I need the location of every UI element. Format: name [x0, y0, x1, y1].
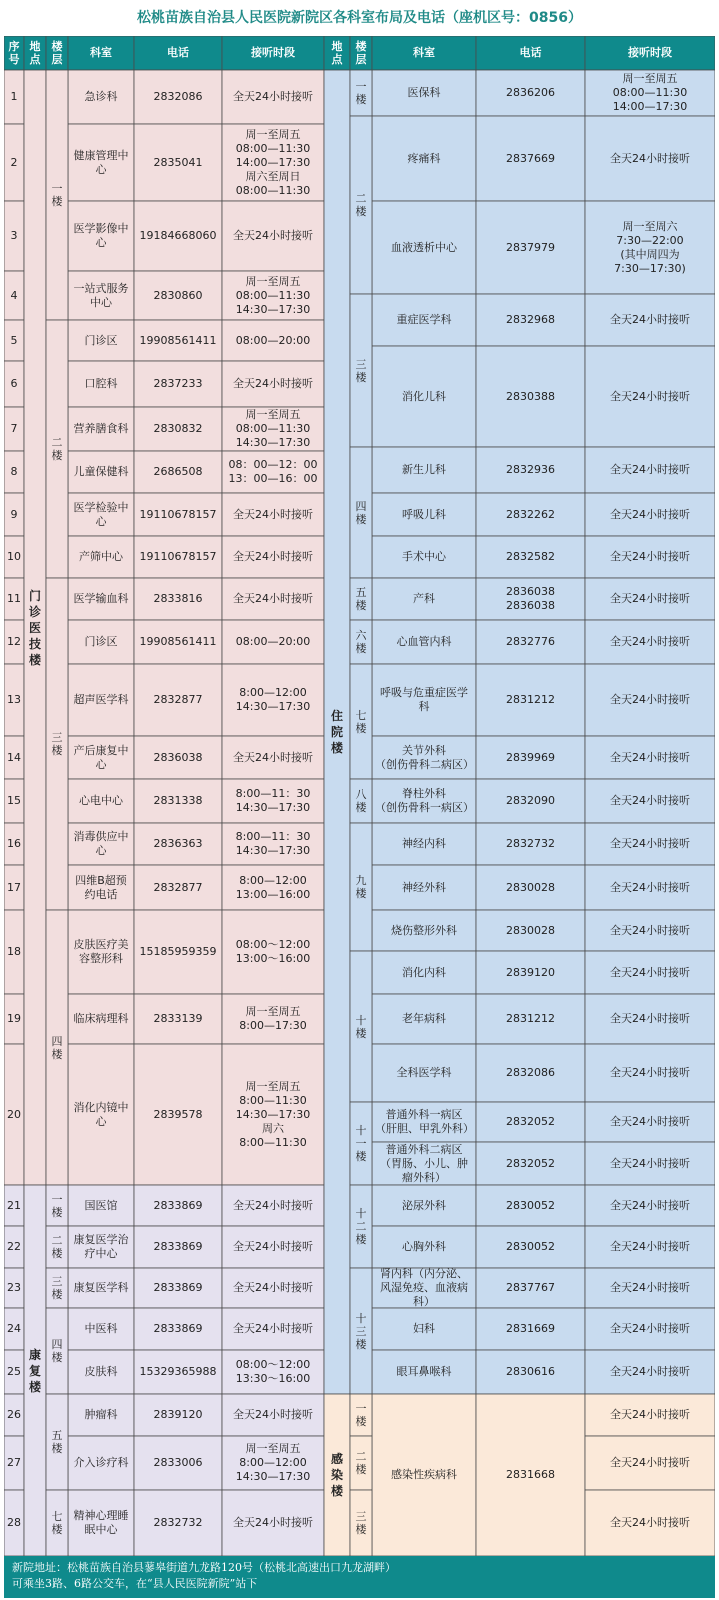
right-dept: 普通外科一病区 （肝胆、甲乳外科）	[375, 1108, 474, 1135]
right-dept: 疼痛科	[407, 151, 441, 165]
right-hours: 全天24小时接听	[610, 794, 690, 807]
right-dept: 泌尿外科	[402, 1198, 446, 1212]
right-dept: 血液透析中心	[391, 240, 457, 254]
left-phone: 2830832	[153, 422, 203, 435]
left-dept: 急诊科	[84, 90, 118, 103]
right-floor-label: 四 楼	[355, 499, 367, 526]
department-directory-table	[4, 36, 715, 1556]
left-floor-label: 五 楼	[51, 1429, 63, 1455]
right-phone: 2832732	[506, 837, 555, 850]
left-phone: 2830860	[153, 288, 203, 302]
right-dept: 医保科	[407, 86, 441, 99]
right-dept: 神经内科	[402, 837, 446, 850]
right-hours: 全天24小时接听	[610, 1408, 690, 1421]
right-floor-label: 一 楼	[355, 80, 367, 106]
right-phone: 2830616	[506, 1365, 555, 1378]
left-floor-label: 三 楼	[51, 1275, 63, 1301]
right-phone: 2830052	[506, 1240, 555, 1253]
right-dept: 心胸外科	[402, 1240, 446, 1253]
left-dept: 皮肤科	[84, 1365, 118, 1378]
left-dept: 超声医学科	[73, 693, 129, 706]
seq-number: 28	[7, 1516, 21, 1529]
left-phone: 19110678157	[139, 507, 217, 521]
seq-number: 2	[10, 155, 18, 169]
right-hours: 全天24小时接听	[610, 965, 690, 979]
left-hours: 周一至周五 08:00—11:30 14:00—17:30 周六至周日 08:00—11:30	[235, 127, 311, 197]
right-hours: 全天24小时接听	[610, 1115, 690, 1128]
seq-number: 16	[7, 837, 21, 850]
left-floor-label: 二 楼	[51, 1234, 63, 1260]
right-phone: 2832090	[506, 794, 555, 807]
left-hours: 08:00—20:00	[235, 333, 311, 347]
right-phone: 2832052	[506, 1156, 555, 1170]
header-loc2: 地 点	[331, 40, 343, 66]
right-dept: 产科	[413, 592, 435, 605]
left-hours: 8:00—11：30 14:30—17:30	[235, 787, 311, 814]
left-dept: 医学输血科	[73, 592, 129, 605]
seq-number: 20	[7, 1107, 21, 1121]
right-hours: 全天24小时接听	[610, 1281, 690, 1294]
left-hours: 周一至周五 8:00—11:30 14:30—17:30 周六 8:00—11:30	[235, 1079, 311, 1149]
right-phone: 2832086	[506, 1066, 555, 1079]
left-hours: 全天24小时接听	[233, 90, 313, 103]
right-dept: 消化儿科	[402, 389, 446, 403]
right-floor-label: 二 楼	[355, 1450, 367, 1476]
right-floor-label: 八 楼	[355, 788, 367, 814]
left-hours: 全天24小时接听	[233, 1281, 313, 1294]
right-hours: 全天24小时接听	[610, 750, 690, 764]
left-hours: 全天24小时接听	[233, 507, 313, 521]
seq-number: 23	[7, 1281, 21, 1294]
left-hours: 全天24小时接听	[233, 550, 313, 563]
right-phone: 2839120	[506, 965, 555, 979]
building-infection: 感 染 楼	[330, 1452, 343, 1498]
seq-number: 24	[7, 1322, 21, 1335]
right-phone: 2831212	[506, 693, 555, 706]
right-dept: 手术中心	[402, 550, 446, 563]
right-floor-label: 三 楼	[355, 1510, 367, 1536]
right-dept: 全科医学科	[396, 1066, 452, 1079]
right-floor-label: 十 一 楼	[355, 1124, 367, 1163]
right-phone: 2832052	[506, 1115, 555, 1128]
right-phone: 2830028	[506, 923, 555, 937]
right-hours: 全天24小时接听	[610, 592, 690, 605]
left-dept: 中医科	[84, 1322, 118, 1335]
left-dept: 精神心理睡眠中心	[73, 1509, 129, 1536]
right-dept: 神经外科	[402, 880, 446, 894]
header-phone2: 电话	[519, 46, 542, 59]
right-hours: 全天24小时接听	[610, 693, 690, 706]
seq-number: 5	[10, 333, 18, 347]
right-phone: 2832262	[506, 507, 555, 521]
left-phone: 2835041	[153, 155, 203, 169]
right-hours: 全天24小时接听	[610, 923, 690, 937]
left-dept: 皮肤医疗美容整形科	[73, 938, 129, 965]
right-dept: 感染性疾病科	[391, 1468, 457, 1481]
left-hours: 8:00—12:00 14:30—17:30	[235, 686, 311, 713]
right-hours: 全天24小时接听	[610, 507, 690, 521]
left-dept: 国医馆	[84, 1198, 118, 1212]
right-hours: 全天24小时接听	[610, 1456, 690, 1469]
left-phone: 2833869	[153, 1281, 203, 1294]
left-hours: 全天24小时接听	[233, 1198, 313, 1212]
footer	[4, 1556, 715, 1598]
left-phone: 2839120	[153, 1408, 203, 1421]
seq-number: 10	[7, 550, 21, 563]
header-floor2: 楼 层	[355, 40, 367, 66]
seq-number: 22	[7, 1240, 21, 1253]
right-dept: 重症医学科	[396, 313, 452, 326]
right-phone: 2832776	[506, 635, 555, 648]
right-hours: 全天24小时接听	[610, 1322, 690, 1335]
seq-number: 21	[7, 1198, 21, 1212]
right-phone: 2832582	[506, 550, 555, 563]
right-dept: 新生儿科	[402, 463, 446, 476]
right-dept: 心血管内科	[396, 635, 452, 648]
left-phone: 19110678157	[139, 550, 217, 563]
left-floor-label: 三 楼	[51, 731, 63, 757]
left-phone: 2833006	[153, 1456, 203, 1469]
footer-address: 新院地址：松桃苗族自治县蓼皋街道九龙路120号（松桃北高速出口九龙湖畔）	[12, 1561, 396, 1574]
right-phone: 2831669	[506, 1322, 555, 1335]
footer-bus-info: 可乘坐3路、6路公交车，在“县人民医院新院”站下	[12, 1577, 258, 1590]
left-dept: 心电中心	[79, 794, 123, 807]
seq-number: 15	[7, 794, 21, 807]
right-floor-label: 一 楼	[355, 1402, 367, 1428]
seq-number: 14	[7, 750, 21, 764]
left-hours: 全天24小时接听	[233, 750, 313, 764]
left-phone: 19184668060	[139, 229, 217, 242]
left-phone: 2832732	[153, 1516, 203, 1529]
seq-number: 27	[7, 1456, 21, 1469]
left-hours: 全天24小时接听	[233, 377, 313, 390]
right-hours: 全天24小时接听	[610, 389, 690, 403]
right-hours: 全天24小时接听	[610, 1156, 690, 1170]
left-hours: 全天24小时接听	[233, 1322, 313, 1335]
left-hours: 周一至周五 8:00—17:30	[239, 1005, 307, 1032]
right-hours: 全天24小时接听	[610, 151, 690, 165]
right-floor-label: 十 三 楼	[355, 1311, 367, 1351]
right-phone: 2837979	[506, 240, 555, 254]
header-hours2: 接听时段	[628, 46, 672, 59]
seq-number: 9	[10, 507, 18, 521]
table-cells	[4, 36, 715, 1556]
left-dept: 四维B超预约电话	[75, 873, 127, 901]
left-phone: 15185959359	[139, 945, 217, 958]
right-phone: 2837767	[506, 1281, 555, 1294]
left-phone: 2833869	[153, 1240, 203, 1253]
right-dept: 呼吸儿科	[402, 507, 446, 521]
header-phone: 电话	[167, 46, 189, 59]
right-phone: 2831668	[506, 1468, 555, 1481]
left-floor-label: 一 楼	[51, 182, 63, 208]
page-title: 松桃苗族自治县人民医院新院区各科室布局及电话（座机区号：0856）	[137, 10, 582, 26]
left-phone: 2839578	[153, 1107, 203, 1121]
left-phone: 2686508	[153, 465, 203, 478]
seq-number: 17	[7, 880, 21, 894]
right-dept: 烧伤整形外科	[391, 923, 457, 937]
left-floor-label: 一 楼	[51, 1192, 63, 1219]
right-phone: 2831212	[506, 1012, 555, 1025]
left-dept: 儿童保健科	[73, 465, 129, 478]
right-phone: 2832936	[506, 463, 555, 476]
right-phone: 2837669	[506, 151, 555, 165]
left-phone: 2831338	[153, 794, 203, 807]
left-floor-label: 二 楼	[51, 436, 63, 462]
header-loc: 地 点	[29, 40, 41, 66]
left-phone: 19908561411	[139, 635, 217, 648]
building-inpatient: 住 院 楼	[330, 709, 343, 755]
right-hours: 全天24小时接听	[610, 1012, 690, 1025]
seq-number: 13	[7, 693, 21, 706]
right-floor-label: 五 楼	[355, 586, 367, 612]
left-phone: 2833816	[153, 592, 203, 605]
left-phone: 2833869	[153, 1322, 203, 1335]
right-dept: 消化内科	[402, 965, 446, 979]
right-floor-label: 十 二 楼	[355, 1207, 367, 1246]
header-seq: 序 号	[8, 40, 20, 66]
left-dept: 康复医学科	[73, 1281, 129, 1294]
right-phone: 2830052	[506, 1198, 555, 1212]
left-phone: 2836363	[153, 837, 203, 850]
left-hours: 08:00～12:00 13:30～16:00	[235, 1358, 311, 1385]
right-floor-label: 六 楼	[355, 629, 367, 655]
seq-number: 11	[7, 592, 21, 605]
header-hours: 接听时段	[251, 46, 295, 59]
seq-number: 3	[10, 229, 18, 242]
left-dept: 消毒供应中心	[73, 830, 129, 857]
right-phone: 2836038 2836038	[506, 585, 555, 612]
right-phone: 2832968	[506, 313, 555, 326]
left-hours: 周一至周五 08:00—11:30 14:30—17:30	[235, 274, 311, 316]
right-dept: 关节外科 （创伤骨科二病区）	[375, 743, 474, 771]
right-hours: 全天24小时接听	[610, 1198, 690, 1212]
right-dept: 妇科	[413, 1322, 435, 1335]
right-floor-label: 七 楼	[355, 708, 367, 735]
seq-number: 8	[10, 465, 18, 478]
left-phone: 2836038	[153, 750, 203, 764]
right-phone: 2839969	[506, 750, 555, 764]
right-dept: 脊柱外科 （创伤骨科一病区）	[375, 787, 474, 814]
left-hours: 08：00—12：00 13：00—16：00	[228, 458, 318, 485]
left-dept: 健康管理中心	[73, 148, 129, 176]
seq-number: 7	[10, 422, 18, 435]
seq-number: 26	[7, 1408, 21, 1421]
right-hours: 全天24小时接听	[610, 1365, 690, 1378]
building-rehab: 康 复 楼	[28, 1347, 41, 1394]
left-hours: 08:00～12:00 13:00～16:00	[235, 938, 311, 965]
left-phone: 19908561411	[139, 333, 217, 347]
right-hours: 全天24小时接听	[610, 1516, 690, 1529]
right-floor-label: 二 楼	[355, 192, 367, 218]
left-phone: 2832086	[153, 90, 203, 103]
left-hours: 周一至周五 8:00—12:00 14:30—17:30	[235, 1442, 311, 1483]
right-dept: 肾内科（内分泌、风湿免疫、血液病科）	[380, 1267, 468, 1308]
left-phone: 2837233	[153, 377, 203, 390]
right-floor-label: 十 楼	[355, 1013, 367, 1040]
left-phone: 15329365988	[139, 1365, 217, 1378]
left-dept: 介入诊疗科	[73, 1456, 129, 1469]
right-phone: 2830388	[506, 389, 555, 403]
left-floor-label: 四 楼	[51, 1034, 63, 1061]
seq-number: 6	[10, 377, 18, 390]
right-hours: 周一至周六 7:30—22:00 (其中周四为 7:30—17:30)	[614, 219, 686, 275]
right-hours: 全天24小时接听	[610, 837, 690, 850]
left-dept: 产后康复中心	[73, 743, 129, 771]
left-hours: 全天24小时接听	[233, 1408, 313, 1421]
right-dept: 呼吸与危重症医学科	[380, 686, 468, 713]
right-phone: 2836206	[506, 86, 555, 99]
right-floor-label: 九 楼	[355, 874, 367, 900]
right-dept: 眼耳鼻喉科	[396, 1365, 452, 1378]
right-hours: 全天24小时接听	[610, 550, 690, 563]
seq-number: 25	[7, 1365, 21, 1378]
left-hours: 周一至周五 08:00—11:30 14:30—17:30	[235, 408, 311, 449]
left-hours: 全天24小时接听	[233, 229, 313, 242]
right-phone: 2830028	[506, 880, 555, 894]
left-dept: 康复医学治疗中心	[73, 1233, 129, 1260]
right-dept: 老年病科	[402, 1012, 446, 1025]
left-phone: 2832877	[153, 693, 203, 706]
left-dept: 门诊区	[84, 635, 118, 648]
left-hours: 08:00—20:00	[235, 635, 311, 648]
left-dept: 肿瘤科	[84, 1408, 118, 1421]
left-dept: 医学检验中心	[73, 500, 129, 528]
left-dept: 门诊区	[84, 333, 118, 347]
left-dept: 营养膳食科	[73, 422, 129, 435]
header-dept2: 科室	[413, 46, 435, 59]
right-hours: 全天24小时接听	[610, 313, 690, 326]
left-phone: 2833869	[153, 1198, 203, 1212]
seq-number: 1	[10, 90, 18, 103]
header-dept: 科室	[90, 46, 112, 59]
right-hours: 全天24小时接听	[610, 1066, 690, 1079]
right-hours: 全天24小时接听	[610, 635, 690, 648]
left-floor-label: 七 楼	[51, 1510, 63, 1536]
seq-number: 18	[7, 945, 21, 958]
right-hours: 全天24小时接听	[610, 1240, 690, 1253]
header-floor: 楼 层	[51, 40, 63, 66]
left-hours: 8:00—12:00 13:00—16:00	[235, 873, 311, 901]
left-hours: 全天24小时接听	[233, 592, 313, 605]
left-phone: 2832877	[153, 880, 203, 894]
left-dept: 消化内镜中心	[73, 1100, 129, 1128]
left-dept: 产筛中心	[79, 550, 123, 563]
building-outpatient: 门 诊 医 技 楼	[28, 588, 41, 667]
left-hours: 全天24小时接听	[233, 1240, 313, 1253]
left-floor-label: 四 楼	[51, 1338, 63, 1364]
seq-number: 4	[10, 288, 18, 302]
left-dept: 医学影像中心	[73, 222, 129, 249]
left-hours: 全天24小时接听	[233, 1516, 313, 1529]
left-hours: 8:00—11：30 14:30—17:30	[235, 830, 311, 857]
right-hours: 全天24小时接听	[610, 880, 690, 894]
left-phone: 2833139	[153, 1012, 203, 1025]
seq-number: 19	[7, 1012, 21, 1025]
left-dept: 临床病理科	[73, 1012, 129, 1025]
seq-number: 12	[7, 635, 21, 648]
left-dept: 口腔科	[84, 377, 118, 390]
right-dept: 普通外科二病区 （胃肠、小儿、肿瘤外科）	[380, 1142, 468, 1184]
right-floor-label: 三 楼	[355, 357, 367, 384]
right-hours: 全天24小时接听	[610, 463, 690, 476]
right-hours: 周一至周五 08:00—11:30 14:00—17:30	[612, 72, 688, 113]
left-dept: 一站式服务中心	[73, 281, 129, 309]
